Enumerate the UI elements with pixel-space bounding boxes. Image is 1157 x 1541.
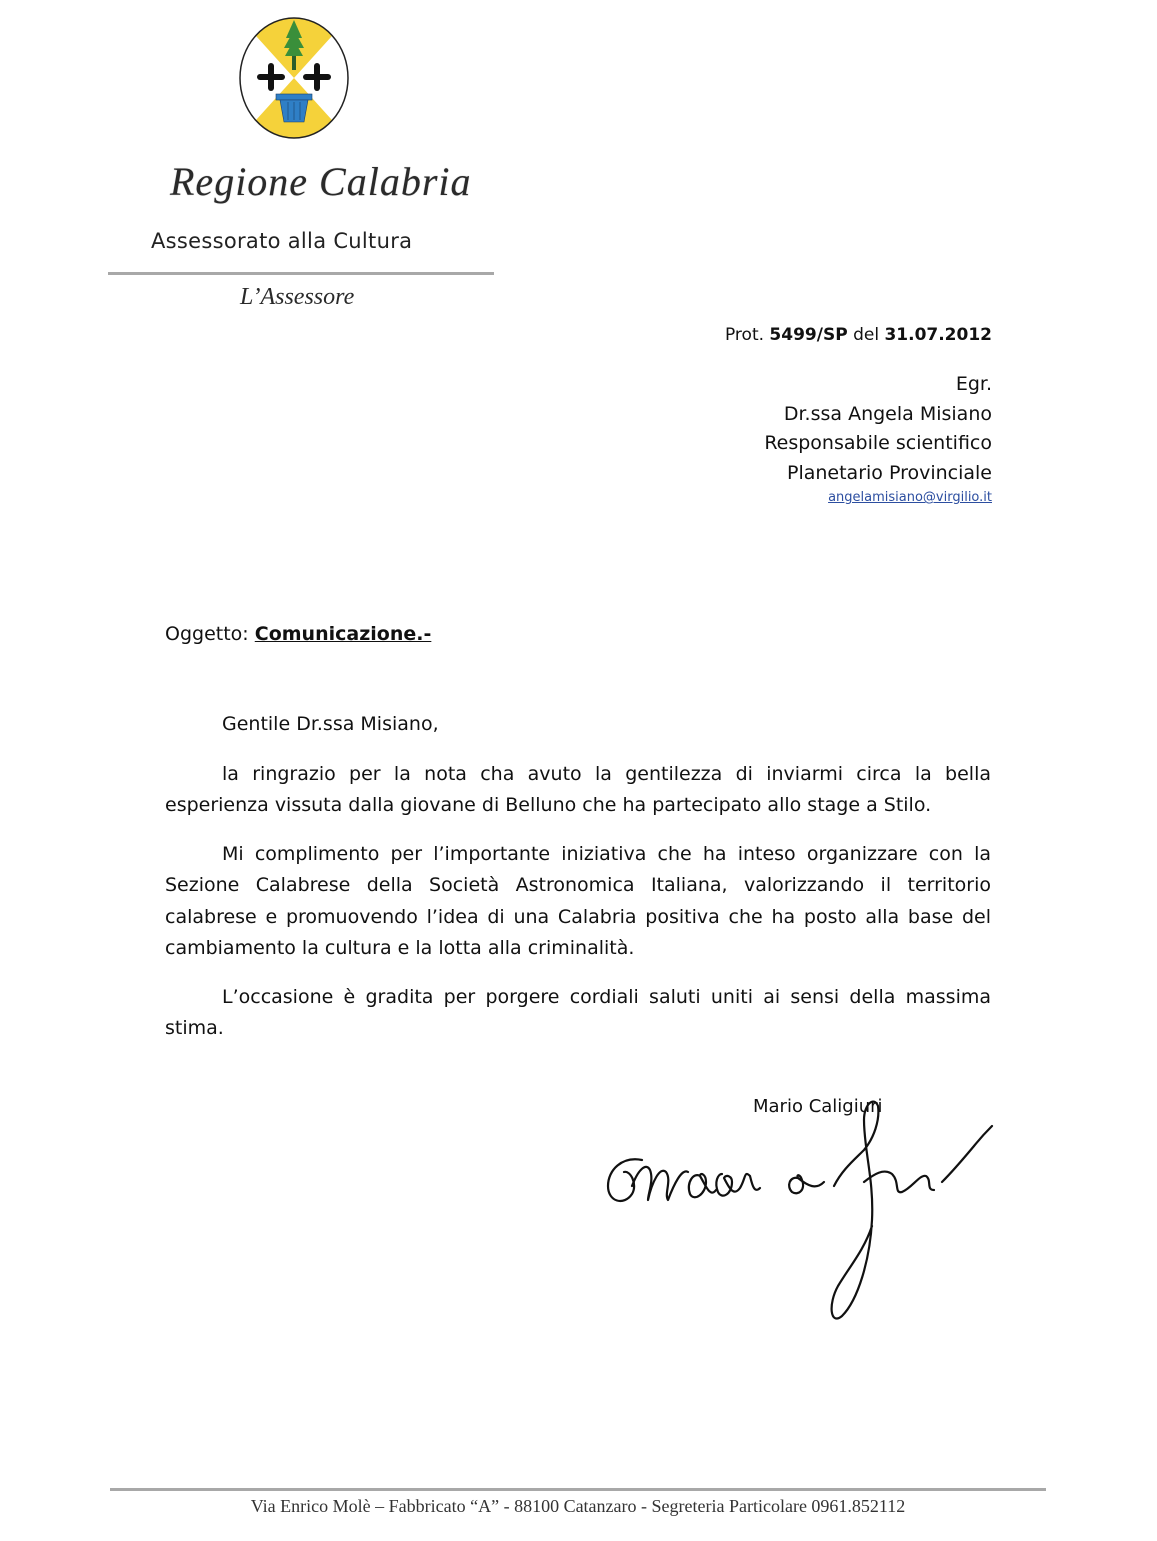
body-paragraph: Mi complimento per l’importante iniziativa che ha inteso organizzare con la Sezione Calabrese della Società Astronomica Italiana, valorizzando il territorio calabrese e promuovendo l’idea di una Calabria positiva che ha posto alla base del cambiamento la cultura e la lotta alla criminalità. bbox=[165, 842, 991, 959]
region-name: Regione Calabria bbox=[170, 159, 472, 204]
greeting: Gentile Dr.ssa Misiano, bbox=[222, 713, 439, 735]
header-divider bbox=[108, 272, 494, 275]
body-paragraph: L’occasione è gradita per porgere cordiali saluti uniti ai sensi della massima stima. bbox=[165, 985, 991, 1039]
signer-name: Mario Caligiuri bbox=[753, 1096, 883, 1117]
regione-calabria-crest-icon bbox=[238, 16, 350, 140]
subject-label: Oggetto: bbox=[165, 623, 249, 645]
protocol-number: 5499/SP bbox=[769, 325, 848, 345]
recipient-salutation: Egr. bbox=[955, 373, 992, 395]
protocol-prefix: Prot. bbox=[724, 325, 765, 345]
protocol-date: 31.07.2012 bbox=[884, 325, 992, 345]
subject-value: Comunicazione.- bbox=[254, 623, 432, 645]
protocol-connector: del bbox=[853, 325, 880, 345]
recipient-name: Dr.ssa Angela Misiano bbox=[783, 402, 992, 425]
recipient-block bbox=[764, 370, 992, 508]
department-name: Assessorato alla Cultura bbox=[151, 229, 413, 253]
recipient-role: Responsabile scientifico bbox=[764, 432, 992, 454]
body-paragraph: la ringrazio per la nota cha avuto la gentilezza di inviarmi circa la bella esperienza vissuta dalla giovane di Belluno che ha partecipato allo stage a Stilo. bbox=[165, 762, 991, 816]
protocol-line bbox=[725, 325, 992, 345]
footer-address: Via Enrico Molè – Fabbricato “A” - 88100 Catanzaro - Segreteria Particolare 0961.852112 bbox=[250, 1496, 906, 1516]
footer-divider bbox=[110, 1488, 1046, 1491]
recipient-email-link[interactable]: angelamisiano@virgilio.it bbox=[828, 490, 992, 505]
recipient-organization: Planetario Provinciale bbox=[786, 461, 992, 484]
subject-line bbox=[165, 623, 431, 645]
office-title: L’Assessore bbox=[240, 284, 355, 310]
letter-body bbox=[165, 709, 991, 1062]
handwritten-signature-icon bbox=[602, 1090, 994, 1322]
